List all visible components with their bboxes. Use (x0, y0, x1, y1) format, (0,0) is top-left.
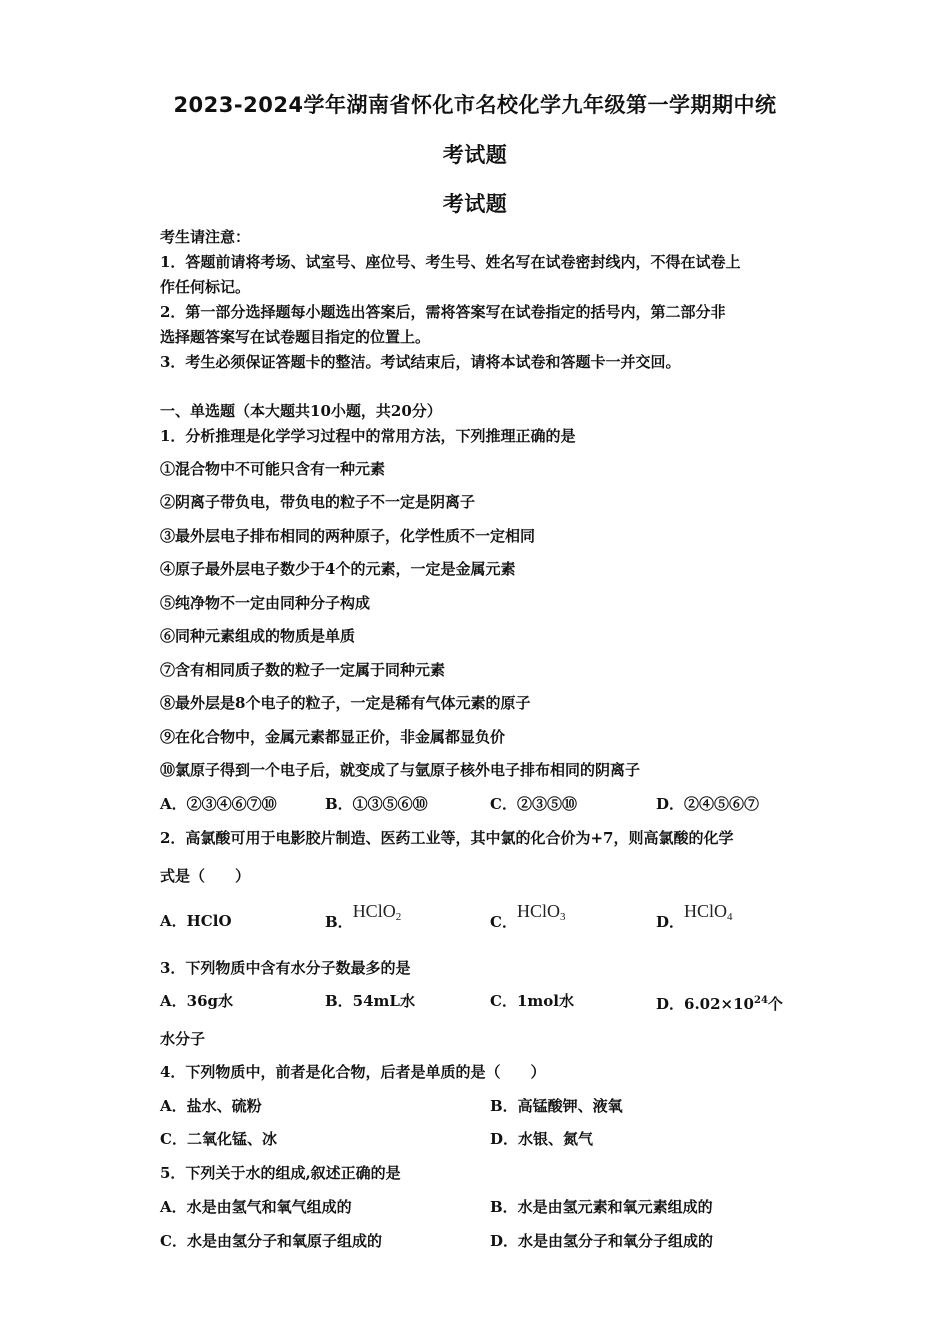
notice-heading: 考生请注意： (160, 228, 251, 246)
q1-option-d[interactable]: D．②④⑤⑥⑦ (656, 795, 760, 813)
option-label: D． (656, 913, 685, 931)
q2-option-d[interactable] (656, 901, 733, 937)
q4-option-d[interactable]: D．水银、氮气 (490, 1130, 594, 1148)
q1-statement: ⑤纯净物不一定由同种分子构成 (160, 594, 371, 612)
option-label: B． (325, 913, 353, 931)
q2-option-a[interactable]: A．HClO (160, 912, 232, 930)
notice-line: 作任何标记。 (160, 278, 251, 296)
q3-option-b[interactable]: B．54mL水 (325, 992, 415, 1010)
notice-line: 选择题答案写在试卷题目指定的位置上。 (160, 328, 431, 346)
q4-option-b[interactable]: B．高锰酸钾、液氧 (490, 1097, 623, 1115)
chemical-formula: HClO$_2$ (352, 901, 402, 923)
q1-statement: ③最外层电子排布相同的两种原子，化学性质不一定相同 (160, 527, 536, 545)
q2-option-c[interactable] (490, 901, 566, 937)
q4-option-a[interactable]: A．盐水、硫粉 (160, 1097, 262, 1115)
q1-statement: ①混合物中不可能只含有一种元素 (160, 460, 386, 478)
question-2-stem-cont: 式是（ ） (160, 867, 251, 885)
q1-option-b[interactable]: B．①③⑤⑥⑩ (325, 795, 428, 813)
notice-line: 3．考生必须保证答题卡的整洁。考试结束后，请将本试卷和答题卡一并交回。 (160, 353, 681, 371)
question-4-stem: 4．下列物质中，前者是化合物，后者是单质的是（ ） (160, 1063, 546, 1081)
q5-option-b[interactable]: B．水是由氢元素和氧元素组成的 (490, 1198, 713, 1216)
q4-option-c[interactable]: C．二氧化锰、冰 (160, 1130, 277, 1148)
title-line-2: 考试题 (442, 143, 508, 167)
q1-option-c[interactable]: C．②③⑤⑩ (490, 795, 577, 813)
q1-statement: ⑧最外层是8个电子的粒子，一定是稀有气体元素的原子 (160, 694, 531, 712)
section-heading: 一、单选题（本大题共10小题，共20分） (160, 402, 442, 420)
question-3-stem: 3．下列物质中含有水分子数最多的是 (160, 959, 411, 977)
option-label: C． (490, 913, 517, 931)
q1-option-a[interactable]: A．②③④⑥⑦⑩ (160, 795, 277, 813)
question-2-stem: 2．高氯酸可用于电影胶片制造、医药工业等，其中氯的化合价为+7，则高氯酸的化学 (160, 829, 734, 847)
q5-option-d[interactable]: D．水是由氢分子和氧分子组成的 (490, 1232, 714, 1250)
title-line-3: 考试题 (442, 192, 508, 216)
q5-option-a[interactable]: A．水是由氢气和氧气组成的 (160, 1198, 352, 1216)
question-1-stem: 1．分析推理是化学学习过程中的常用方法，下列推理正确的是 (160, 427, 576, 445)
chemical-formula: HClO$_4$ (684, 901, 733, 923)
chemical-formula: HClO$_3$ (516, 901, 566, 923)
q3-option-d-cont: 水分子 (160, 1030, 206, 1048)
q1-statement: ⑨在化合物中，金属元素都显正价，非金属都显负价 (160, 728, 506, 746)
q3-option-a[interactable]: A．36g水 (160, 992, 234, 1010)
q1-statement: ④原子最外层电子数少于4个的元素，一定是金属元素 (160, 560, 516, 578)
notice-line: 2．第一部分选择题每小题选出答案后，需将答案写在试卷指定的括号内，第二部分非 (160, 303, 726, 321)
q1-statement: ⑩氯原子得到一个电子后，就变成了与氩原子核外电子排布相同的阴离子 (160, 761, 641, 779)
q2-option-b[interactable] (325, 901, 402, 937)
notice-line: 1．答题前请将考场、试室号、座位号、考生号、姓名写在试卷密封线内，不得在试卷上 (160, 253, 741, 271)
q3-option-d[interactable]: D．$6.02\times 10^{24}$个 (656, 995, 783, 1013)
q1-statement: ⑦含有相同质子数的粒子一定属于同种元素 (160, 661, 446, 679)
q1-statement: ⑥同种元素组成的物质是单质 (160, 627, 356, 645)
q5-option-c[interactable]: C．水是由氢分子和氧原子组成的 (160, 1232, 382, 1250)
q3-option-c[interactable]: C．1mol水 (490, 992, 574, 1010)
question-5-stem: 5．下列关于水的组成,叙述正确的是 (160, 1164, 401, 1182)
title-line-1: 2023-2024学年湖南省怀化市名校化学九年级第一学期期中统 (173, 93, 777, 117)
q1-statement: ②阴离子带负电，带负电的粒子不一定是阴离子 (160, 493, 476, 511)
